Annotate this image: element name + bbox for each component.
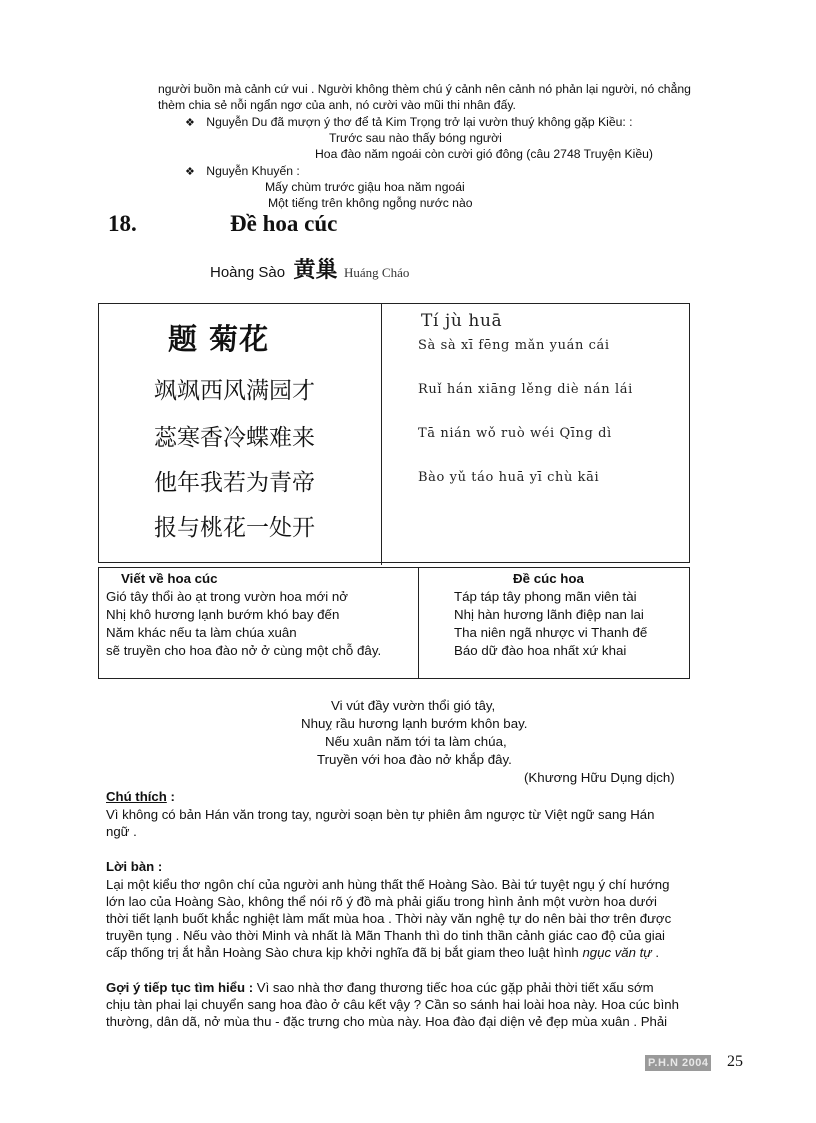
pinyin-line: Bào yǔ táo huā yī chù kāi — [418, 470, 600, 485]
translation-left-line: sẽ truyền cho hoa đào nở ở cùng một chỗ đây. — [106, 643, 382, 658]
verse-line: Trước sau nào thấy bóng người — [329, 131, 502, 145]
commentary-text: Lại một kiểu thơ ngôn chí của người anh hùng thất thế Hoàng Sào. Bài tứ tuyệt ngụ ý chí hướng — [106, 877, 670, 892]
commentary-text: thời tiết lạnh buốt khắc nghiệt làm mất mùa hoa . Thời này văn nghệ tự do nên bài thơ trên được — [106, 911, 672, 926]
emphasis-term: ngục văn tự — [582, 945, 652, 960]
translation-right-line: Tha niên ngã nhược vi Thanh đế — [454, 625, 648, 640]
translation-left-header: Viết về hoa cúc — [121, 571, 218, 586]
verse-line: Mấy chùm trước giậu hoa năm ngoái — [265, 180, 465, 194]
translation-right-header: Đề cúc hoa — [513, 571, 584, 586]
chinese-line: 飒飒西风满园才 — [154, 378, 315, 404]
diamond-bullet-icon: ❖ — [185, 116, 195, 129]
suggestion-text: chịu tàn phai lại chuyển sang hoa đào ở câu kết vậy ? Cần so sánh hai loài hoa này. Hoa cúc bình — [106, 997, 679, 1012]
author-line — [210, 253, 409, 284]
verse-translation-line: Nhuỵ rầu hương lạnh bướm khôn bay. — [301, 716, 528, 731]
author-cn: 黄巢 — [293, 258, 338, 283]
commentary-text: lớn lao của Hoàng Sào, không thể nói rõ ý đồ mà phải giấu trong hình ảnh một vườn hoa dưới — [106, 894, 657, 909]
chinese-line: 报与桃花一处开 — [154, 515, 315, 541]
verse-line: Một tiếng trên không ngỗng nước nào — [268, 196, 473, 210]
translation-left-line: Năm khác nếu ta làm chúa xuân — [106, 625, 297, 640]
intro-line-1: người buồn mà cảnh cứ vui . Người không thèm chú ý cảnh nên cảnh nó phản lại người, nó chẳng — [158, 82, 691, 96]
column-divider — [381, 303, 382, 565]
pinyin-title: Tí jù huā — [421, 311, 503, 331]
author-pinyin: Huáng Cháo — [343, 265, 410, 280]
note-heading: Chú thích : — [106, 789, 175, 804]
author-badge: P.H.N 2004 — [645, 1055, 711, 1071]
chinese-line: 他年我若为青帝 — [154, 470, 315, 496]
intro-line-2: thèm chia sẻ nỗi ngẩn ngơ của anh, nó cười vào mũi thi nhân đấy. — [158, 98, 516, 112]
translation-left-line: Gió tây thổi ào ạt trong vườn hoa mới nở — [106, 589, 349, 604]
page-number: 25 — [727, 1053, 743, 1070]
chinese-title: 题 菊花 — [168, 322, 270, 356]
translation-right-line: Nhị hàn hương lãnh điệp nan lai — [454, 607, 644, 622]
translation-left-line: Nhị khô hương lạnh bướm khó bay đến — [106, 607, 340, 622]
bullet-label: Nguyễn Khuyến : — [206, 164, 300, 178]
pinyin-line: Tā nián wǒ ruò wéi Qīng dì — [418, 426, 612, 441]
chinese-line: 蕊寒香冷蝶难来 — [154, 425, 315, 451]
bullet-item-nguyen-du — [185, 114, 633, 131]
translator-credit: (Khương Hữu Dụng dịch) — [524, 770, 675, 785]
poem-title: Đề hoa cúc — [230, 211, 338, 236]
commentary-text: truyền tụng . Nếu vào thời Minh và nhất là Mãn Thanh thì do tinh thần cảnh giác cao độ của giai — [106, 928, 665, 943]
bullet-label: Nguyễn Du đã mượn ý thơ để tả Kim Trọng trở lại vườn thuý không gặp Kiều: : — [206, 115, 633, 129]
suggestion-heading: Gợi ý tiếp tục tìm hiểu : — [106, 980, 254, 995]
commentary-heading: Lời bàn : — [106, 859, 163, 874]
verse-line: Hoa đào năm ngoái còn cười gió đông (câu 2748 Truyện Kiều) — [315, 147, 653, 161]
pinyin-line: Sà sà xī fēng mǎn yuán cái — [418, 338, 610, 353]
note-text: ngữ . — [106, 824, 137, 839]
diamond-bullet-icon: ❖ — [185, 165, 195, 178]
verse-translation-line: Vi vút đầy vườn thổi gió tây, — [331, 698, 496, 713]
verse-translation-line: Truyền với hoa đào nở khắp đây. — [317, 752, 512, 767]
translation-right-line: Táp táp tây phong mãn viên tài — [454, 589, 637, 604]
author-vn: Hoàng Sào — [210, 264, 286, 281]
suggestion-text: thường, dân dã, nở mùa thu - đặc trưng cho mùa này. Hoa đào đại diện vẻ đẹp mùa xuân . Phải — [106, 1014, 668, 1029]
bullet-item-nguyen-khuyen — [185, 163, 300, 180]
suggestion-paragraph: Gợi ý tiếp tục tìm hiểu : Vì sao nhà thơ đang thương tiếc hoa cúc gặp phải thời tiết xấu sớm — [106, 980, 654, 995]
section-number: 18. — [108, 211, 137, 236]
translation-divider — [418, 567, 419, 679]
note-text: Vì không có bản Hán văn trong tay, người soạn bèn tự phiên âm ngược từ Việt ngữ sang Hán — [106, 807, 655, 822]
translation-right-line: Báo dữ đào hoa nhất xứ khai — [454, 643, 627, 658]
verse-translation-line: Nếu xuân năm tới ta làm chúa, — [325, 734, 507, 749]
commentary-text: cấp thống trị ắt hẳn Hoàng Sào chưa kịp khởi nghĩa đã bị bắt giam theo luật hình ngục văn tự . — [106, 945, 659, 960]
pinyin-line: Ruǐ hán xiāng lěng diè nán lái — [418, 382, 633, 397]
